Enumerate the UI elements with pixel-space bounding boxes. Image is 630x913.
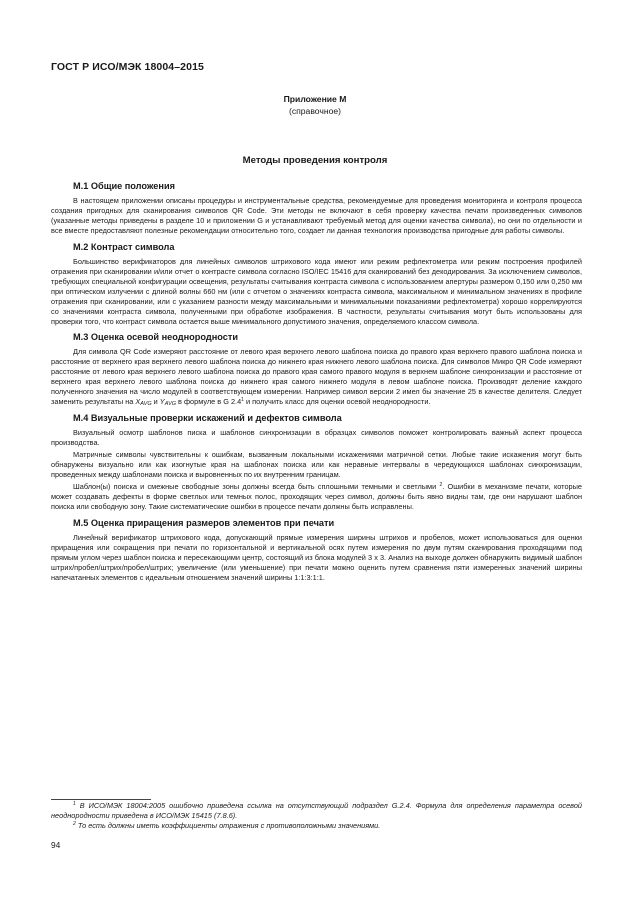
section-m1 — [51, 180, 582, 236]
section-m4 — [51, 412, 582, 512]
page-number: 94 — [51, 840, 61, 850]
section-m2 — [51, 241, 582, 327]
footnote-divider — [51, 799, 151, 800]
paragraph-text: и получить класс для оценки осевой неоднородности. — [243, 397, 431, 407]
section-m5 — [51, 517, 582, 583]
main-title: Методы проведения контроля — [242, 155, 388, 166]
section-m3 — [51, 331, 582, 407]
footnote-ref-2: 2 — [439, 481, 443, 488]
section-heading: М.1 Общие положения — [73, 181, 175, 191]
appendix-title: Приложение М — [283, 94, 347, 104]
paragraph — [51, 347, 582, 407]
paragraph: Большинство верификаторов для линейных символов штрихового кода имеют или режим рефлектометра или режим построения профилей отражения при сканировании и/или отчет о контрасте символа согласно ISO/IEC 15416 для сканирований без декодирования. За исключением символов, требующих специальной конфигурации освещения, результаты считывания контраста символа с использованием апертуры размером 0,150 или 0,250 мм при оптическом излучении с длиной волны 660 нм (или с отчетом о значениях контраста символа, максимальном и минимальном значениях в профиле отражения при сканировании, или с указанием разности между максимальными и минимальными показаниями рефлектометра) хорошо коррелируются со значениями контраста символа, полученными при обработке изображения. В частности, результаты считывания могут быть использованы для проверки того, что контраст символа остается выше минимального допустимого значения, определяемого классом символа. — [51, 256, 582, 326]
paragraph-text: . Ошибки в механизме печати, которые может создавать дефекты в форме светлых или темных полос, проходящих через символ, должны быть явно видны там, где они нарушают шаблон поиска или свободную зону. Такие систематические ошибки в процессе печати должны быть исправлены. — [51, 481, 582, 511]
section-heading: М.2 Контраст символа — [73, 241, 175, 252]
paragraph-text: Шаблон(ы) поиска и смежные свободные зоны должны всегда быть сплошными темными и светлыми — [73, 481, 440, 491]
paragraph-text: Для символа QR Code измеряют расстояние от левого края верхнего левого шаблона поиска до правого края верхнего правого шаблона поиска и расстояние от верхнего края верхнего левого шаблона поиска до нижнего края нижнего левого шаблона поиска. Для символов Микро QR Code измеряют расстояние от левого края верхнего левого шаблона поиска до правого края самого правого модуля в верхнем шаблоне синхронизации и расстояние от верхнего края верхнего левого шаблона поиска до нижнего края самого нижнего модуля в левом шаблоне поиска. Производят деление каждого полученного значения на число модулей в соответствующем измерении. Например символ версии 2 имел бы значение 25 в качестве делителя. Следует заменить результаты на — [51, 347, 582, 407]
section-heading: М.4 Визуальные проверки искажений и дефектов символа — [73, 413, 342, 424]
footnote-1 — [51, 801, 582, 821]
content-body — [51, 180, 582, 588]
paragraph-text: и — [151, 397, 160, 407]
paragraph: В настоящем приложении описаны процедуры и инструментальные средства, рекомендуемые для проведения мониторинга и контроля процесса создания пригодных для сканирования символов QR Code. Эти методы не включают в себя проверку качества печати произведенных символов (указанные методы приведены в разделе 10 и приложении G и устанавливают требуемый метод для оценки качества символа), но они по отдельности и все вместе предоставляют полезные рекомендации относительно того, создает ли данная технология производства пригодные для работы символы. — [51, 196, 582, 235]
footnote-mark: 1 — [73, 801, 76, 807]
paragraph — [51, 482, 582, 512]
appendix-subtitle: (справочное) — [288, 106, 342, 116]
paragraph: Матричные символы чувствительны к ошибкам, вызванным локальными искажениями матричной сетки. Любые такие искажения могут быть обнаружены визуально или как изогнутые края на шаблонах поиска или как неравные интервалы в чередующихся шаблонах синхронизации, проведенных между шаблонами поиска и выровненных по их внутренним границам. — [51, 450, 582, 480]
footnotes — [51, 801, 582, 831]
x-avg: $X_{AVG}$ — [135, 397, 152, 408]
section-heading: М.5 Оценка приращения размеров элементов при печати — [73, 517, 335, 528]
footnote-text: В ИСО/МЭК 18004:2005 ошибочно приведена ссылка на отсутствующий подраздел G.2.4. Формула для определения параметра осевой неоднородности приведена в ИСО/МЭК 15415 (7.8.6). — [51, 801, 582, 820]
paragraph: Визуальный осмотр шаблонов писка и шаблонов синхронизации в образцах символов поможет контролировать важный аспект процесса производства. — [51, 428, 582, 448]
footnote-2 — [51, 821, 582, 831]
standard-header: ГОСТ Р ИСО/МЭК 18004–2015 — [51, 61, 204, 73]
paragraph: Линейный верификатор штрихового кода, допускающий прямые измерения ширины штрихов и пробелов, может использоваться для оценки приращения или сокращения при печати по горизонтальной и вертикальной осях путем измерения по двум путям сканирования проходящими под прямым углом через шаблон поиска и пересекающими центр, состоящий из блока модулей 3 х 3. Анализ на выходе должен обнаружить видимый шаблон штрих/пробел/штрих/пробел/штрих; увеличение (или уменьшение) при печати можно оценить путем сравнения пяти измеренных значений ширины напечатанных элементов с идеальным отношением значений ширины 1:1:3:1:1. — [51, 532, 582, 582]
footnote-mark: 2 — [73, 820, 76, 827]
section-heading: М.3 Оценка осевой неоднородности — [73, 332, 239, 343]
appendix-heading — [0, 93, 630, 117]
footnote-ref-1: 1 — [241, 397, 244, 404]
y-avg: $Y_{AVG}$ — [159, 397, 177, 408]
paragraph-text: в формуле в G 2.4 — [176, 397, 242, 407]
footnote-text: То есть должны иметь коэффициенты отражения с противоположными значениями. — [75, 820, 381, 830]
